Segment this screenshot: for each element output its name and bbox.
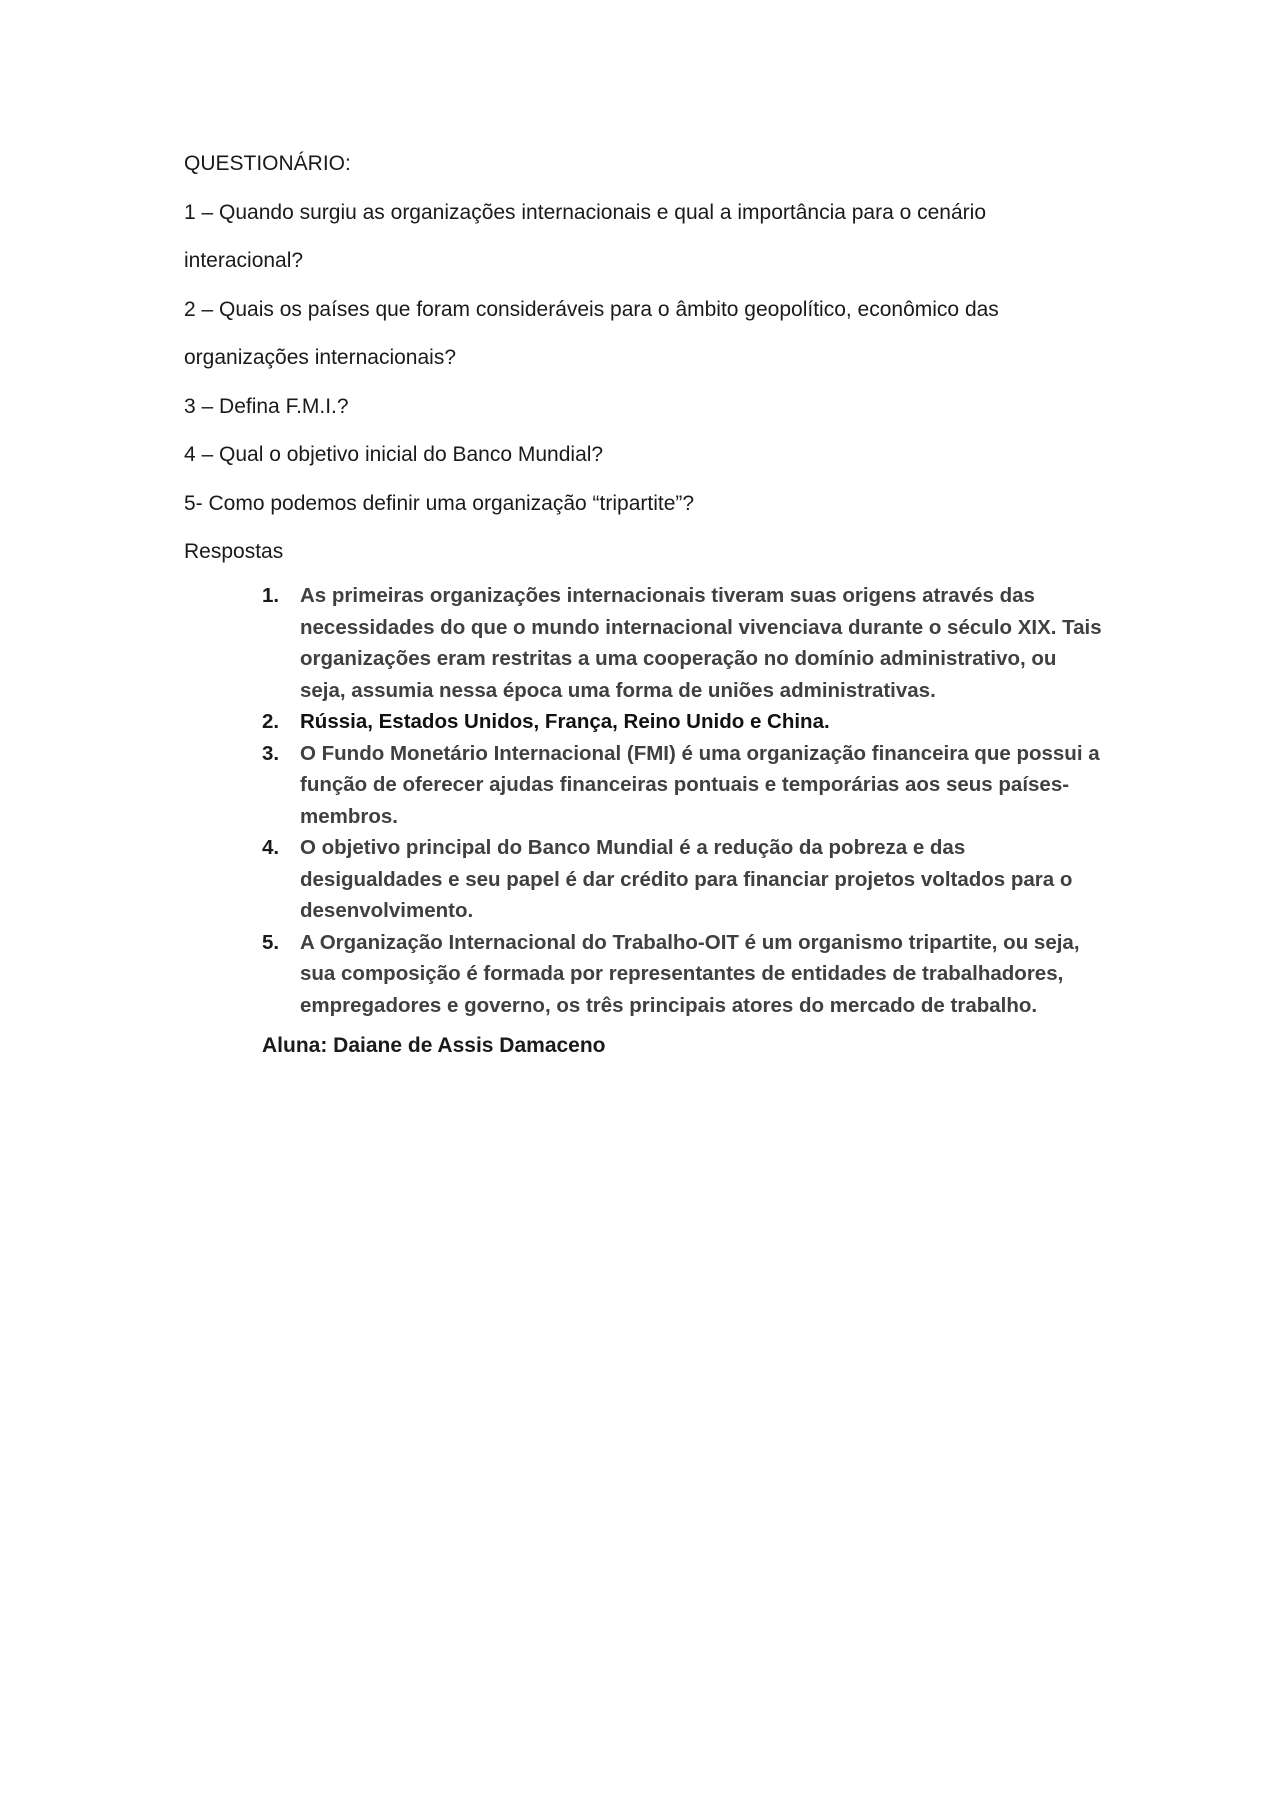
answer-number: 5.: [262, 930, 280, 954]
answer-item: [262, 832, 1102, 927]
answer-text: Rússia, Estados Unidos, França, Reino Unido e China.: [300, 710, 830, 733]
question-line: 4 – Qual o objetivo inicial do Banco Mundial?: [184, 443, 604, 466]
questionnaire-heading: QUESTIONÁRIO:: [184, 152, 351, 175]
question-line: organizações internacionais?: [184, 346, 457, 369]
answers-heading: Respostas: [184, 540, 284, 563]
student-signature: Aluna: Daiane de Assis Damaceno: [262, 1034, 606, 1057]
answer-number: 2.: [262, 710, 280, 733]
answer-text: O objetivo principal do Banco Mundial é a redução da pobreza e das desigualdades e seu papel é dar crédito para financiar projetos voltados para o desenvolvimento.: [300, 836, 1073, 922]
answer-item: [262, 706, 1102, 738]
answer-item: [262, 927, 1102, 1022]
answer-text: As primeiras organizações internacionais tiveram suas origens através das necessidades do que o mundo internacional vivenciava durante o século XIX. Tais organizações eram restritas a uma cooperação no domínio administrativo, ou seja, assumia nessa época uma forma de uniões administrativas.: [300, 584, 1102, 702]
answer-text: O Fundo Monetário Internacional (FMI) é uma organização financeira que possui a função de oferecer ajudas financeiras pontuais e temporárias aos seus países-membros.: [300, 741, 1100, 828]
answer-item: [262, 580, 1102, 706]
answer-number: 1.: [262, 584, 280, 607]
answers-list: [184, 580, 1104, 1021]
question-line: 1 – Quando surgiu as organizações internacionais e qual a importância para o cenário: [184, 200, 986, 224]
question-line: 2 – Quais os países que foram consideráveis para o âmbito geopolítico, econômico das: [184, 297, 999, 321]
question-line: interacional?: [184, 249, 304, 272]
question-line: 5- Como podemos definir uma organização “tripartite”?: [184, 491, 695, 515]
answer-number: 4.: [262, 836, 280, 859]
question-line: 3 – Defina F.M.I.?: [184, 394, 349, 418]
answer-text: A Organização Internacional do Trabalho-OIT é um organismo tripartite, ou seja, sua composição é formada por representantes de entidades de trabalhadores, empregadores e governo, os três principais atores do mercado de trabalho.: [300, 930, 1080, 1017]
document-body: [184, 150, 1104, 1081]
answer-item: [262, 738, 1102, 833]
answer-number: 3.: [262, 741, 280, 765]
